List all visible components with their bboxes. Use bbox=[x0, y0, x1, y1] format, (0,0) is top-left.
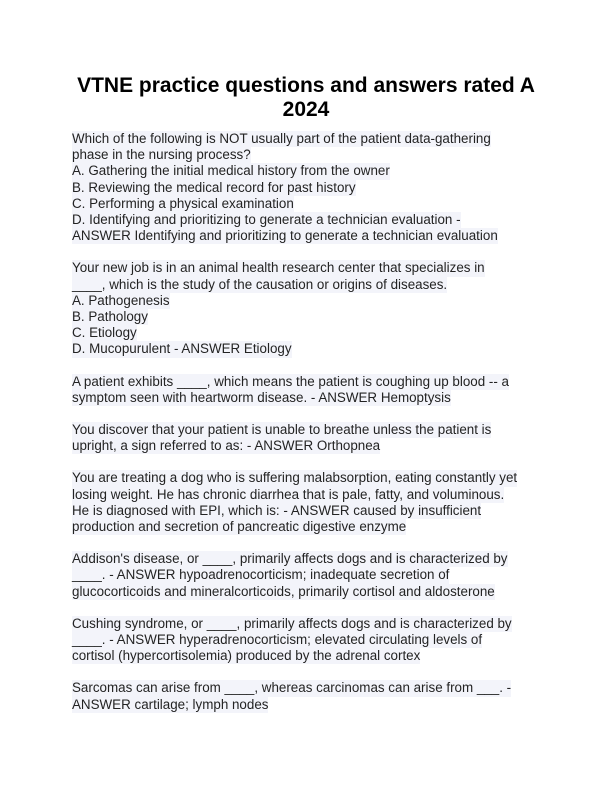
title-line: 2024 bbox=[282, 98, 330, 121]
qa-line: ____, which is the study of the causation or origins of diseases. bbox=[72, 276, 448, 292]
qa-line: losing weight. He has chronic diarrhea that is pale, fatty, and voluminous. bbox=[72, 486, 505, 502]
title-line: VTNE practice questions and answers rated A bbox=[77, 74, 535, 97]
qa-list bbox=[72, 131, 542, 729]
qa-line: D. Identifying and prioritizing to generate a technician evaluation - bbox=[72, 212, 461, 228]
qa-line: symptom seen with heartworm disease. - ANSWER Hemoptysis bbox=[72, 389, 451, 405]
qa-block bbox=[72, 422, 542, 454]
qa-line: C. Performing a physical examination bbox=[72, 195, 294, 211]
qa-block bbox=[72, 680, 542, 712]
qa-line: cortisol (hypercortisolemia) produced by the adrenal cortex bbox=[72, 648, 421, 664]
qa-block bbox=[72, 260, 542, 357]
qa-line: ____. - ANSWER hypoadrenocorticism; inadequate secretion of bbox=[72, 567, 450, 583]
qa-line: ____. - ANSWER hyperadrenocorticism; elevated circulating levels of bbox=[72, 632, 483, 648]
qa-line: production and secretion of pancreatic digestive enzyme bbox=[72, 519, 407, 535]
document-title bbox=[60, 74, 552, 122]
qa-line: upright, a sign referred to as: - ANSWER Orthopnea bbox=[72, 438, 381, 454]
qa-line: B. Pathology bbox=[72, 309, 148, 325]
qa-line: Sarcomas can arise from ____, whereas carcinomas can arise from ___. - bbox=[72, 680, 512, 696]
qa-block bbox=[72, 616, 542, 665]
qa-line: Cushing syndrome, or ____, primarily affects dogs and is characterized by bbox=[72, 615, 512, 631]
qa-line: He is diagnosed with EPI, which is: - ANSWER caused by insufficient bbox=[72, 502, 482, 518]
qa-block bbox=[72, 551, 542, 600]
qa-line: Addison's disease, or ____, primarily affects dogs and is characterized by bbox=[72, 551, 508, 567]
qa-line: A. Pathogenesis bbox=[72, 292, 170, 308]
qa-block bbox=[72, 470, 542, 535]
qa-line: glucocorticoids and mineralcorticoids, primarily cortisol and aldosterone bbox=[72, 583, 495, 599]
qa-line: You are treating a dog who is suffering malabsorption, eating constantly yet bbox=[72, 470, 518, 486]
qa-line: phase in the nursing process? bbox=[72, 147, 251, 163]
qa-line: Which of the following is NOT usually part of the patient data-gathering bbox=[72, 131, 491, 146]
qa-line: Your new job is in an animal health research center that specializes in bbox=[72, 260, 485, 276]
qa-line: A. Gathering the initial medical history from the owner bbox=[72, 163, 390, 179]
qa-block bbox=[72, 374, 542, 406]
qa-block bbox=[72, 131, 542, 244]
qa-line: A patient exhibits ____, which means the patient is coughing up blood -- a bbox=[72, 373, 509, 389]
qa-line: ANSWER cartilage; lymph nodes bbox=[72, 696, 269, 712]
qa-line: ANSWER Identifying and prioritizing to generate a technician evaluation bbox=[72, 228, 498, 244]
qa-line: D. Mucopurulent - ANSWER Etiology bbox=[72, 341, 292, 357]
qa-line: B. Reviewing the medical record for past history bbox=[72, 179, 356, 195]
qa-line: You discover that your patient is unable to breathe unless the patient is bbox=[72, 422, 492, 438]
qa-line: C. Etiology bbox=[72, 325, 137, 341]
